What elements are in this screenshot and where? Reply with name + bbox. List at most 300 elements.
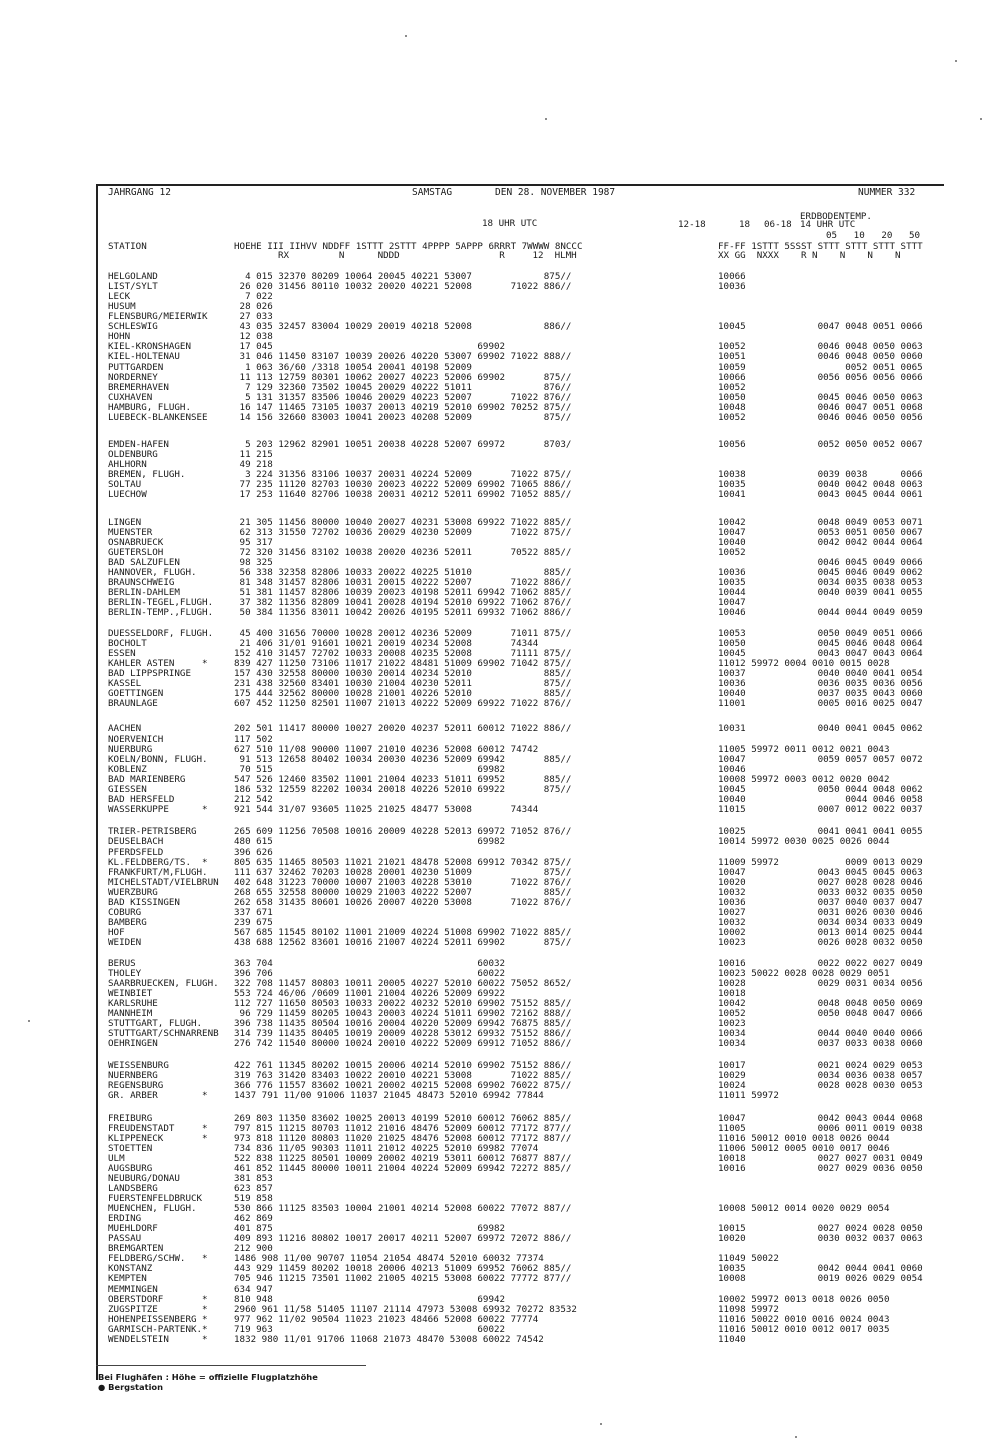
soil-temperature-values: 10052 bbox=[718, 546, 746, 558]
observation-values: 1 063 36/60 /3318 10054 20041 40198 52009 bbox=[234, 361, 472, 373]
soil-temperature-values: 10016 0027 0029 0036 0050 bbox=[718, 1162, 923, 1174]
station-name: CUXHAVEN bbox=[108, 391, 153, 403]
soil-temperature-values: 11016 50012 0010 0018 0026 0044 bbox=[718, 1132, 890, 1144]
footnote-mountain-station: ● Bergstation bbox=[98, 1382, 164, 1392]
station-name: HOF bbox=[108, 926, 125, 938]
station-name: DUESSELDORF, FLUGH. bbox=[108, 627, 214, 639]
station-name: OEHRINGEN bbox=[108, 1038, 158, 1050]
observation-values: 175 444 32562 80000 10028 21001 40226 52010 885// bbox=[234, 687, 572, 699]
station-name: NUERBURG bbox=[108, 743, 153, 755]
station-name: MEMMINGEN bbox=[108, 1283, 158, 1295]
station-name: ESSEN bbox=[108, 647, 136, 659]
observation-values: 14 156 32660 83003 10041 20023 40208 52009 875// bbox=[234, 411, 572, 423]
obs-time-heading: 18 UHR UTC bbox=[482, 218, 538, 229]
soil-temperature-values: 10015 0027 0024 0028 0050 bbox=[718, 1223, 923, 1235]
soil-temperature-values: 10050 0045 0046 0048 0064 bbox=[718, 637, 923, 649]
right-columns-heading-1: FF-FF 1STTT 5SSST STTT STTT STTT STTT bbox=[718, 241, 923, 252]
soil-temperature-values: 10008 50012 0014 0020 0029 0054 bbox=[718, 1203, 890, 1215]
observation-values: 547 526 12460 83502 11001 21004 40233 51011 69952 885// bbox=[234, 773, 572, 785]
soil-temperature-values: 10047 0053 0051 0050 0067 bbox=[718, 526, 923, 538]
station-name: WEIDEN bbox=[108, 936, 142, 948]
observation-values: 231 438 32560 83401 10030 21004 40230 52011 875// bbox=[234, 677, 572, 689]
station-name: MUENSTER bbox=[108, 526, 153, 538]
mountain-marker: * bbox=[202, 856, 208, 868]
observation-values: 7 022 bbox=[234, 291, 273, 303]
soil-depths-heading: 05 10 20 50 bbox=[826, 230, 921, 241]
station-name: HANNOVER, FLUGH. bbox=[108, 566, 197, 578]
observation-values: 152 410 31457 72702 10033 20008 40235 52008 71111 875// bbox=[234, 647, 572, 659]
soil-temperature-values: 10035 0034 0035 0038 0053 bbox=[718, 576, 923, 588]
date-label: DEN 28. NOVEMBER 1987 bbox=[495, 187, 616, 198]
soil-temperature-values: 10036 0037 0040 0037 0047 bbox=[718, 896, 923, 908]
observation-values: 81 348 31457 82806 10031 20015 40222 52007 71022 886// bbox=[234, 576, 572, 588]
station-name: BOCHOLT bbox=[108, 637, 147, 649]
station-name: NEUBURG/DONAU bbox=[108, 1172, 180, 1184]
station-name: FREUDENSTADT bbox=[108, 1122, 175, 1134]
soil-temperature-values: 10052 bbox=[718, 381, 746, 393]
station-name: KEMPTEN bbox=[108, 1273, 147, 1285]
station-name: BAD HERSFELD bbox=[108, 793, 175, 805]
frame-left-rule bbox=[96, 184, 98, 1380]
station-name: HOHN bbox=[108, 331, 131, 343]
station-name: LINGEN bbox=[108, 516, 142, 528]
station-name: DEUSELBACH bbox=[108, 836, 164, 848]
observation-values: 530 866 11125 83503 10004 21001 40214 52008 60022 77072 887// bbox=[234, 1203, 572, 1215]
soil-temperature-values: 10034 0037 0033 0038 0060 bbox=[718, 1038, 923, 1050]
station-name: HUSUM bbox=[108, 301, 136, 313]
observation-values: 443 929 11459 80202 10018 20006 40213 51009 69952 76062 885// bbox=[234, 1263, 572, 1275]
scan-speck bbox=[600, 1423, 602, 1425]
station-name: FUERSTENFELDBRUCK bbox=[108, 1193, 203, 1204]
observation-values: 12 038 bbox=[234, 331, 273, 343]
station-name: KAHLER ASTEN bbox=[108, 657, 175, 669]
observation-values: 77 235 11120 82703 10030 20023 40222 52009 69902 71065 886// bbox=[234, 479, 572, 490]
observation-values: 111 637 32462 70203 10028 20001 40230 51009 875// bbox=[234, 866, 572, 878]
soil-temperature-values: 10046 bbox=[718, 763, 746, 775]
station-name: BERUS bbox=[108, 958, 136, 969]
mountain-marker: * bbox=[202, 1122, 208, 1134]
observation-values: 276 742 11540 80000 10024 20010 40222 52009 69912 71052 886// bbox=[234, 1038, 572, 1050]
station-name: OSNABRUECK bbox=[108, 536, 164, 548]
station-name: KOBLENZ bbox=[108, 763, 147, 775]
soil-temperature-values: 10025 0041 0041 0041 0055 bbox=[718, 826, 923, 838]
observation-values: 805 635 11465 80503 11021 21021 48478 52008 69912 70342 875// bbox=[234, 856, 572, 868]
soil-temperature-values: 10023 bbox=[718, 1018, 746, 1030]
observation-values: 96 729 11459 80205 10043 20003 40224 51011 69902 72162 888// bbox=[234, 1008, 572, 1020]
station-name: HOHENPEISSENBERG bbox=[108, 1313, 197, 1325]
observation-values: 810 948 69942 bbox=[234, 1293, 506, 1305]
mountain-marker: * bbox=[202, 657, 208, 669]
observation-values: 567 685 11545 80102 11001 21009 40224 51008 69902 71022 885// bbox=[234, 926, 572, 938]
observation-values: 623 857 bbox=[234, 1183, 273, 1194]
footer-rule bbox=[96, 1365, 366, 1366]
soil-temperature-values: 10014 59972 0030 0025 0026 0044 bbox=[718, 836, 890, 848]
observation-values: 37 382 11356 82809 10041 20028 40194 52010 69922 71062 876// bbox=[234, 596, 572, 608]
soil-temperature-values: 10020 0027 0028 0028 0046 bbox=[718, 876, 923, 888]
observation-values: 734 836 11/05 90303 11011 21012 40225 52010 69982 77074 bbox=[234, 1142, 539, 1154]
station-name: KOELN/BONN, FLUGH. bbox=[108, 753, 208, 765]
station-name: WENDELSTEIN bbox=[108, 1333, 169, 1345]
mountain-marker: * bbox=[202, 1323, 208, 1335]
station-name: NORDERNEY bbox=[108, 371, 158, 383]
observation-values: 265 609 11256 70508 10016 20009 40228 52013 69972 71052 876// bbox=[234, 826, 572, 838]
soil-temperature-values: 11012 59972 0004 0010 0015 0028 bbox=[718, 657, 890, 669]
soil-temperature-values: 10032 0033 0032 0035 0050 bbox=[718, 886, 923, 898]
observation-values: 31 046 11450 83107 10039 20026 40220 53007 69902 71022 888// bbox=[234, 351, 572, 363]
station-name: NUERNBERG bbox=[108, 1070, 158, 1081]
station-name: KIEL-KRONSHAGEN bbox=[108, 341, 191, 353]
station-name: LANDSBERG bbox=[108, 1183, 158, 1194]
soil-temperature-values: 10050 0045 0046 0050 0063 bbox=[718, 391, 923, 403]
soil-temperature-values: 10047 0042 0043 0044 0068 bbox=[718, 1112, 923, 1124]
observation-values: 553 724 46/06 /0609 11001 21004 40226 52009 69922 bbox=[234, 988, 506, 1000]
station-name: BAD KISSINGEN bbox=[108, 896, 180, 908]
soil-temperature-values: 10035 0040 0042 0048 0063 bbox=[718, 479, 923, 490]
soil-temperature-values: 10029 0034 0036 0038 0057 bbox=[718, 1070, 923, 1081]
soil-temperature-values: 10066 bbox=[718, 271, 746, 282]
scan-speck bbox=[980, 118, 982, 120]
station-column-heading: STATION bbox=[108, 241, 147, 252]
observation-values: 402 648 31223 70000 10007 21003 40228 53010 71022 876// bbox=[234, 876, 572, 888]
observation-values: 319 763 31420 83403 10022 20010 40221 53008 71022 885// bbox=[234, 1070, 572, 1081]
scan-speck bbox=[405, 35, 407, 37]
station-name: SCHLESWIG bbox=[108, 321, 158, 333]
observation-values: 363 704 60032 bbox=[234, 958, 506, 969]
station-name: STOETTEN bbox=[108, 1142, 153, 1154]
observation-values: 1437 791 11/00 91006 11037 21045 48473 52010 69942 77844 bbox=[234, 1090, 544, 1102]
station-name: BREMERHAVEN bbox=[108, 381, 169, 393]
observation-values: 422 761 11345 80202 10015 20006 40214 52010 69902 75152 886// bbox=[234, 1059, 572, 1071]
observation-values: 314 739 11435 80405 10019 20009 40228 53012 69932 75152 886// bbox=[234, 1028, 572, 1040]
station-name: MUENCHEN, FLUGH. bbox=[108, 1203, 197, 1215]
range-1218-heading: 12-18 bbox=[678, 219, 706, 230]
observation-values: 519 858 bbox=[234, 1193, 273, 1204]
station-name: STUTTGART, FLUGH. bbox=[108, 1018, 203, 1030]
station-name: OBERSTDORF bbox=[108, 1293, 164, 1305]
soil-temperature-values: 10045 0043 0047 0043 0064 bbox=[718, 647, 923, 659]
range-0618-heading: 06-18 bbox=[764, 219, 792, 230]
observation-values: 212 542 bbox=[234, 793, 273, 805]
station-name: TRIER-PETRISBERG bbox=[108, 826, 197, 838]
footnote-airport-height: Bei Flughäfen : Höhe = offizielle Flugplatzhöhe bbox=[98, 1372, 318, 1382]
observation-values: 797 815 11215 80703 11012 21016 48476 52009 60012 77172 877// bbox=[234, 1122, 572, 1134]
station-name: HELGOLAND bbox=[108, 271, 158, 282]
station-name: KARLSRUHE bbox=[108, 998, 158, 1010]
station-name: ULM bbox=[108, 1152, 125, 1164]
observation-values: 17 253 11640 82706 10038 20031 40212 52011 69902 71052 885// bbox=[234, 489, 572, 500]
station-name: HAMBURG, FLUGH. bbox=[108, 401, 191, 413]
observation-values: 16 147 11465 73105 10037 20013 40219 52010 69902 70252 875// bbox=[234, 401, 572, 413]
soil-temperature-values: 10045 0050 0044 0048 0062 bbox=[718, 783, 923, 795]
soil-temperature-values: 10032 0034 0034 0033 0049 bbox=[718, 916, 923, 928]
observation-values: 396 626 bbox=[234, 846, 273, 858]
soil-temperature-values: 11016 50012 0010 0012 0017 0035 bbox=[718, 1323, 890, 1335]
station-name: OLDENBURG bbox=[108, 448, 158, 460]
observation-values: 17 045 69902 bbox=[234, 341, 506, 353]
observation-values: 112 727 11650 80503 10033 20022 40232 52010 69902 75152 885// bbox=[234, 998, 572, 1010]
station-name: KIEL-HOLTENAU bbox=[108, 351, 180, 363]
observation-values: 462 869 bbox=[234, 1213, 273, 1225]
station-name: ERDING bbox=[108, 1213, 142, 1225]
station-name: GARMISCH-PARTENK. bbox=[108, 1323, 203, 1335]
soil-temperature-values: 11040 bbox=[718, 1333, 746, 1345]
soil-temperature-values: 11015 0007 0012 0022 0037 bbox=[718, 803, 923, 815]
soil-temperature-values: 10052 0050 0048 0047 0066 bbox=[718, 1008, 923, 1020]
mountain-marker: * bbox=[202, 1313, 208, 1325]
observation-values: 5 203 12962 82901 10051 20038 40228 52007 69972 8703/ bbox=[234, 438, 572, 450]
observation-values: 480 615 69982 bbox=[234, 836, 506, 848]
soil-temperature-values: 10020 0030 0032 0037 0063 bbox=[718, 1233, 923, 1245]
station-name: FELDBERG/SCHW. bbox=[108, 1253, 186, 1265]
soil-temperature-values: 10042 0048 0049 0053 0071 bbox=[718, 516, 923, 528]
station-name: PASSAU bbox=[108, 1233, 142, 1245]
station-name: GUETERSLOH bbox=[108, 546, 164, 558]
observation-values: 21 305 11456 80000 10040 20027 40231 53008 69922 71022 885// bbox=[234, 516, 572, 528]
soil-temperature-values: 10008 59972 0003 0012 0020 0042 bbox=[718, 773, 890, 785]
station-name: MUEHLDORF bbox=[108, 1223, 158, 1235]
station-name: BERLIN-TEGEL,FLUGH. bbox=[108, 596, 214, 608]
observation-values: 72 320 31456 83102 10038 20020 40236 52011 70522 885// bbox=[234, 546, 572, 558]
observation-values: 634 947 bbox=[234, 1283, 273, 1295]
soil-temperature-values: 10047 0043 0045 0045 0063 bbox=[718, 866, 923, 878]
observation-values: 461 852 11445 80000 10011 21004 40224 52009 69942 72272 885// bbox=[234, 1162, 572, 1174]
observation-values: 212 900 bbox=[234, 1243, 273, 1255]
observation-values: 45 400 31656 70000 10028 20012 40236 52009 71011 875// bbox=[234, 627, 572, 639]
observation-values: 366 776 11557 83602 10021 20002 40215 52008 69902 76022 875// bbox=[234, 1080, 572, 1091]
observation-values: 186 532 12559 82202 10034 20018 40226 52010 69922 875// bbox=[234, 783, 572, 795]
soil-temperature-values: 10035 0042 0044 0041 0060 bbox=[718, 1263, 923, 1275]
observation-values: 117 502 bbox=[234, 733, 273, 745]
station-name: BAD LIPPSPRINGE bbox=[108, 667, 191, 679]
station-name: WASSERKUPPE bbox=[108, 803, 169, 815]
station-name: BAD SALZUFLEN bbox=[108, 556, 180, 568]
observation-values: 28 026 bbox=[234, 301, 273, 313]
observation-values: 11 113 12759 80301 10062 20027 40223 52006 69902 875// bbox=[234, 371, 572, 383]
observation-values: 522 838 11225 80501 10009 20002 40219 53011 60012 76877 887// bbox=[234, 1152, 572, 1164]
observation-values: 5 131 31357 83506 10046 20029 40223 52007 71022 876// bbox=[234, 391, 572, 403]
station-name: AHLHORN bbox=[108, 458, 147, 470]
mountain-marker: * bbox=[202, 1253, 208, 1265]
soil-temperature-values: 10047 bbox=[718, 596, 746, 608]
observation-values: 2960 961 11/58 51405 11107 21114 47973 53008 69932 70272 83532 bbox=[234, 1303, 577, 1315]
observation-values: 839 427 11250 73106 11017 21022 48481 51009 69902 71042 875// bbox=[234, 657, 572, 669]
station-name: FLENSBURG/MEIERWIK bbox=[108, 311, 208, 323]
observation-values: 26 020 31456 80110 10032 20020 40221 52008 71022 886// bbox=[234, 281, 572, 293]
observation-values: 51 381 11457 82806 10039 20023 40198 52011 69942 71062 885// bbox=[234, 586, 572, 598]
soil-temperature-values: 10031 0040 0041 0045 0062 bbox=[718, 723, 923, 735]
mountain-marker: * bbox=[202, 1090, 208, 1102]
soil-temperature-values: 10023 0026 0028 0032 0050 bbox=[718, 936, 923, 948]
observation-values: 98 325 bbox=[234, 556, 273, 568]
station-name: GIESSEN bbox=[108, 783, 147, 795]
observation-values: 3 224 31356 83106 10037 20031 40224 52009 71022 875// bbox=[234, 468, 572, 480]
observation-values: 268 655 32558 80000 10029 21003 40222 52007 885// bbox=[234, 886, 572, 898]
observation-values: 973 818 11120 80803 11020 21025 48476 52008 60012 77172 887// bbox=[234, 1132, 572, 1144]
station-name: NOERVENICH bbox=[108, 733, 164, 745]
soil-temperature-values: 10045 0047 0048 0051 0066 bbox=[718, 321, 923, 333]
observation-values: 409 893 11216 80802 10017 20017 40211 52007 69972 72072 886// bbox=[234, 1233, 572, 1245]
weekday-label: SAMSTAG bbox=[412, 187, 453, 198]
scan-speck bbox=[28, 1020, 30, 1022]
soil-temperature-values: 10038 0039 0038 0066 bbox=[718, 468, 923, 480]
soil-temperature-values: 10036 0045 0046 0049 0062 bbox=[718, 566, 923, 578]
station-name: BRAUNLAGE bbox=[108, 697, 158, 709]
soil-temperature-values: 10051 0046 0048 0050 0060 bbox=[718, 351, 923, 363]
soil-temp-heading: ERDBODENTEMP. bbox=[800, 211, 872, 222]
station-name: ZUGSPITZE bbox=[108, 1303, 158, 1315]
soil-temperature-values: 11098 59972 bbox=[718, 1303, 779, 1315]
observation-values: 719 963 60022 bbox=[234, 1323, 506, 1335]
observation-values: 239 675 bbox=[234, 916, 273, 928]
station-name: AACHEN bbox=[108, 723, 142, 735]
station-name: REGENSBURG bbox=[108, 1080, 164, 1091]
main-columns-heading-2: RX N NDDD R 12 HLMH bbox=[278, 250, 577, 261]
right-columns-heading-2: XX GG NXXX R N N N N bbox=[718, 250, 901, 261]
station-name: SAARBRUECKEN, FLUGH. bbox=[108, 978, 219, 990]
soil-temperature-values: 10002 59972 0013 0018 0026 0050 bbox=[718, 1293, 890, 1305]
soil-temperature-values: 10018 bbox=[718, 988, 746, 1000]
soil-temperature-values: 10066 0056 0056 0056 0066 bbox=[718, 371, 923, 383]
soil-temperature-values: 10024 0028 0028 0030 0053 bbox=[718, 1080, 923, 1091]
observation-values: 91 513 12658 80402 10034 20030 40236 52009 69942 885// bbox=[234, 753, 572, 765]
observation-values: 11 215 bbox=[234, 448, 273, 460]
station-name: PUTTGARDEN bbox=[108, 361, 164, 373]
station-name: KASSEL bbox=[108, 677, 142, 689]
soil-temperature-values: 10059 0052 0051 0065 bbox=[718, 361, 923, 373]
mountain-marker: * bbox=[202, 1303, 208, 1315]
scan-speck bbox=[795, 1436, 797, 1438]
station-name: BERLIN-TEMP.,FLUGH. bbox=[108, 607, 214, 618]
observation-values: 322 708 11457 80803 10011 20005 40227 52010 60022 75052 8652/ bbox=[234, 978, 572, 990]
soil-temperature-values: 10028 0029 0031 0034 0056 bbox=[718, 978, 923, 990]
station-name: PFERDSFELD bbox=[108, 846, 164, 858]
observation-values: 70 515 69982 bbox=[234, 763, 506, 775]
observation-values: 269 803 11350 83602 10025 20013 40199 52010 60012 76062 885// bbox=[234, 1112, 572, 1124]
soil-temperature-values: 10046 0044 0044 0049 0059 bbox=[718, 607, 923, 618]
soil-temperature-values: 11009 59972 0009 0013 0029 bbox=[718, 856, 923, 868]
observation-values: 921 544 31/07 93605 11025 21025 48477 53008 74344 bbox=[234, 803, 539, 815]
station-name: LUEBECK-BLANKENSEE bbox=[108, 411, 208, 423]
soil-temperature-values: 10018 0027 0027 0031 0049 bbox=[718, 1152, 923, 1164]
main-columns-heading-1: HOEHE III IIHVV NDDFF 1STTT 2STTT 4PPPP 5APPP 6RRRT 7WWWW 8NCCC bbox=[234, 241, 583, 252]
observation-values: 27 033 bbox=[234, 311, 273, 323]
station-name: FREIBURG bbox=[108, 1112, 153, 1124]
observation-values: 337 671 bbox=[234, 906, 273, 918]
station-name: KLIPPENECK bbox=[108, 1132, 164, 1144]
soil-temperature-values: 10048 0046 0047 0051 0068 bbox=[718, 401, 923, 413]
soil-temperature-values: 11049 50022 bbox=[718, 1253, 779, 1265]
station-name: BERLIN-DAHLEM bbox=[108, 586, 180, 598]
soil-temperature-values: 10036 0036 0035 0036 0056 bbox=[718, 677, 923, 689]
station-name: STUTTGART/SCHNARRENB bbox=[108, 1028, 219, 1040]
observation-values: 157 430 32558 80000 10030 20014 40234 52010 885// bbox=[234, 667, 572, 679]
soil-temperature-values: 10017 0021 0024 0029 0053 bbox=[718, 1059, 923, 1071]
observation-values: 43 035 32457 83004 10029 20019 40218 52008 886// bbox=[234, 321, 572, 333]
observation-values: 1486 908 11/00 90707 11054 21054 48474 52010 60032 77374 bbox=[234, 1253, 544, 1265]
soil-temperature-values: 11011 59972 bbox=[718, 1090, 779, 1102]
soil-temperature-values: 11001 0005 0016 0025 0047 bbox=[718, 697, 923, 709]
station-name: EMDEN-HAFEN bbox=[108, 438, 169, 450]
scan-speck bbox=[545, 118, 547, 120]
mountain-marker: * bbox=[202, 1333, 208, 1345]
soil-temperature-values: 10052 0046 0048 0050 0063 bbox=[718, 341, 923, 353]
mountain-marker: * bbox=[202, 1132, 208, 1144]
station-name: MICHELSTADT/VIELBRUN bbox=[108, 876, 219, 888]
soil-temperature-values: 10053 0050 0049 0051 0066 bbox=[718, 627, 923, 639]
mountain-marker: * bbox=[202, 803, 208, 815]
soil-temperature-values: 10040 0042 0042 0044 0064 bbox=[718, 536, 923, 548]
observation-values: 607 452 11250 82501 11007 21013 40222 52009 69922 71022 876// bbox=[234, 697, 572, 709]
station-name: AUGSBURG bbox=[108, 1162, 153, 1174]
observation-values: 401 875 69982 bbox=[234, 1223, 506, 1235]
observation-values: 49 218 bbox=[234, 458, 273, 470]
soil-temperature-values: 10056 0052 0050 0052 0067 bbox=[718, 438, 923, 450]
observation-values: 977 962 11/02 90504 11023 21023 48466 52008 60022 77774 bbox=[234, 1313, 539, 1325]
observation-values: 381 853 bbox=[234, 1172, 273, 1184]
station-name: BAMBERG bbox=[108, 916, 147, 928]
observation-values: 705 946 11215 73501 11002 21005 40215 53008 60022 77772 877// bbox=[234, 1273, 572, 1285]
observation-values: 396 706 60022 bbox=[234, 968, 506, 979]
observation-values: 262 658 31435 80601 10026 20007 40220 53008 71022 876// bbox=[234, 896, 572, 908]
observation-values: 4 015 32370 80209 10064 20045 40221 53007 875// bbox=[234, 271, 572, 282]
station-name: BREMGARTEN bbox=[108, 1243, 164, 1255]
soil-temperature-values: 10008 0019 0026 0029 0054 bbox=[718, 1273, 923, 1285]
soil-temperature-values: 10044 0040 0039 0041 0055 bbox=[718, 586, 923, 598]
soil-time-heading: 14 UHR UTC bbox=[800, 219, 856, 230]
station-name: MANNHEIM bbox=[108, 1008, 153, 1020]
soil-temperature-values: 10042 0048 0048 0050 0069 bbox=[718, 998, 923, 1010]
soil-temperature-values: 10002 0013 0014 0025 0044 bbox=[718, 926, 923, 938]
soil-temperature-values: 10041 0043 0045 0044 0061 bbox=[718, 489, 923, 500]
station-name: BRAUNSCHWEIG bbox=[108, 576, 175, 588]
mountain-marker: * bbox=[202, 1293, 208, 1305]
station-name: WUERZBURG bbox=[108, 886, 158, 898]
observation-values: 627 510 11/08 90000 11007 21010 40236 52008 60012 74742 bbox=[234, 743, 539, 755]
soil-temperature-values: 10016 0022 0022 0027 0049 bbox=[718, 958, 923, 969]
soil-temperature-values: 10023 50022 0028 0028 0029 0051 bbox=[718, 968, 890, 979]
soil-temperature-values: 10040 0044 0046 0058 bbox=[718, 793, 923, 805]
issue-number-label: NUMMER 332 bbox=[858, 187, 916, 198]
soil-temperature-values: 11006 50012 0005 0010 0017 0046 bbox=[718, 1142, 890, 1154]
observation-values: 56 338 32358 82806 10033 20022 40225 51010 885// bbox=[234, 566, 572, 578]
observation-values: 21 406 31/01 91601 10021 20019 40234 52008 74344 bbox=[234, 637, 539, 649]
station-name: GOETTINGEN bbox=[108, 687, 164, 699]
station-name: COBURG bbox=[108, 906, 142, 918]
observation-values: 7 129 32360 73502 10045 20029 40222 51011 876// bbox=[234, 381, 572, 393]
station-name: FRANKFURT/M,FLUGH. bbox=[108, 866, 208, 878]
jahrgang-label: JAHRGANG 12 bbox=[108, 187, 171, 198]
station-name: WEISSENBURG bbox=[108, 1059, 169, 1071]
station-name: SOLTAU bbox=[108, 479, 142, 490]
observation-values: 1832 980 11/01 91706 11068 21073 48470 53008 60022 74542 bbox=[234, 1333, 544, 1345]
scan-speck bbox=[955, 60, 957, 62]
soil-temperature-values: 11005 0006 0011 0019 0038 bbox=[718, 1122, 923, 1134]
soil-temperature-values: 10047 0059 0057 0057 0072 bbox=[718, 753, 923, 765]
soil-temperature-values: 11016 50022 0010 0016 0024 0043 bbox=[718, 1313, 890, 1325]
observation-values: 50 384 11356 83011 10042 20026 40195 52011 69932 71062 886// bbox=[234, 607, 572, 618]
station-name: KL.FELDBERG/TS. bbox=[108, 856, 191, 868]
soil-temperature-values: 10037 0040 0040 0041 0054 bbox=[718, 667, 923, 679]
station-name: THOLEY bbox=[108, 968, 142, 979]
station-name: GR. ARBER bbox=[108, 1090, 158, 1102]
observation-values: 396 738 11435 80504 10016 20004 40220 52009 69942 76875 885// bbox=[234, 1018, 572, 1030]
soil-temperature-values: 11005 59972 0011 0012 0021 0043 bbox=[718, 743, 890, 755]
frame-top-rule bbox=[97, 184, 944, 186]
observation-values: 62 313 31550 72702 10036 20029 40230 52009 71022 875// bbox=[234, 526, 572, 538]
station-name: LECK bbox=[108, 291, 131, 303]
station-name: KONSTANZ bbox=[108, 1263, 153, 1275]
station-name: BAD MARIENBERG bbox=[108, 773, 186, 785]
